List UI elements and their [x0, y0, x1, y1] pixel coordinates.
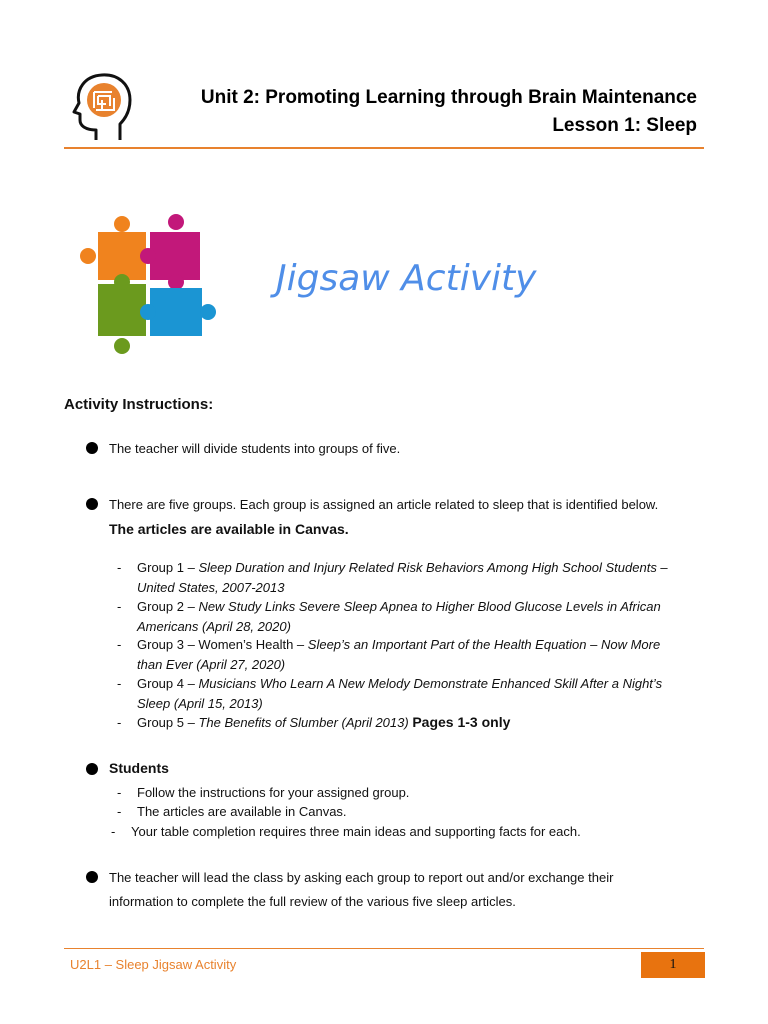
- header-divider: [64, 147, 704, 149]
- students-heading: Students: [109, 760, 169, 776]
- bullet-dot: [86, 498, 98, 510]
- student-item-2: The articles are available in Canvas.: [137, 804, 347, 819]
- group-item-3: Group 3 – Women’s Health – Sleep’s an Important Part of the Health Equation – Now More than Ever (April 27, 2020): [137, 637, 661, 672]
- student-item-3: Your table completion requires three main ideas and supporting facts for each.: [131, 824, 581, 839]
- group-item-2: Group 2 – New Study Links Severe Sleep Apnea to Higher Blood Glucose Levels in African Americans (April 28, 2020): [137, 599, 661, 634]
- unit-title: Unit 2: Promoting Learning through Brain Maintenance: [200, 87, 697, 108]
- list-dash: -: [117, 637, 122, 652]
- group-item-4: Group 4 – Musicians Who Learn A New Melody Demonstrate Enhanced Skill After a Night’s Sleep (April 15, 2013): [137, 676, 663, 711]
- group-item-5: Group 5 – The Benefits of Slumber (April 2013) Pages 1-3 only: [137, 714, 511, 730]
- bullet-dot: [86, 871, 98, 883]
- list-dash: -: [117, 804, 122, 819]
- canvas-note: The articles are available in Canvas.: [109, 521, 349, 537]
- list-dash: -: [117, 676, 122, 691]
- activity-title: Jigsaw Activity: [276, 258, 537, 299]
- bullet-dot: [86, 763, 98, 775]
- list-dash: -: [117, 560, 122, 575]
- bullet-text-1: The teacher will divide students into groups of five.: [109, 441, 401, 456]
- bullet-dot: [86, 442, 98, 454]
- list-dash: -: [117, 715, 122, 730]
- footer-divider: [64, 948, 704, 949]
- list-dash: -: [117, 785, 122, 800]
- puzzle-pieces-icon: [80, 214, 218, 356]
- instructions-heading: Activity Instructions:: [64, 396, 214, 413]
- list-dash: -: [111, 824, 116, 839]
- footer-label: U2L1 – Sleep Jigsaw Activity: [70, 957, 237, 972]
- student-item-1: Follow the instructions for your assigned group.: [137, 785, 410, 800]
- page-number: 1: [641, 952, 705, 978]
- group-item-1: Group 1 – Sleep Duration and Injury Related Risk Behaviors Among High School Students – United States, 2007-2013: [137, 560, 668, 595]
- bullet-text-4a: The teacher will lead the class by asking each group to report out and/or exchange their: [109, 870, 614, 885]
- lesson-title: Lesson 1: Sleep: [552, 115, 697, 136]
- brain-head-logo-icon: [68, 70, 138, 142]
- list-dash: -: [117, 599, 122, 614]
- bullet-text-2: There are five groups. Each group is assigned an article related to sleep that is identified below.: [109, 497, 659, 512]
- bullet-text-4b: information to complete the full review of the various five sleep articles.: [109, 894, 516, 909]
